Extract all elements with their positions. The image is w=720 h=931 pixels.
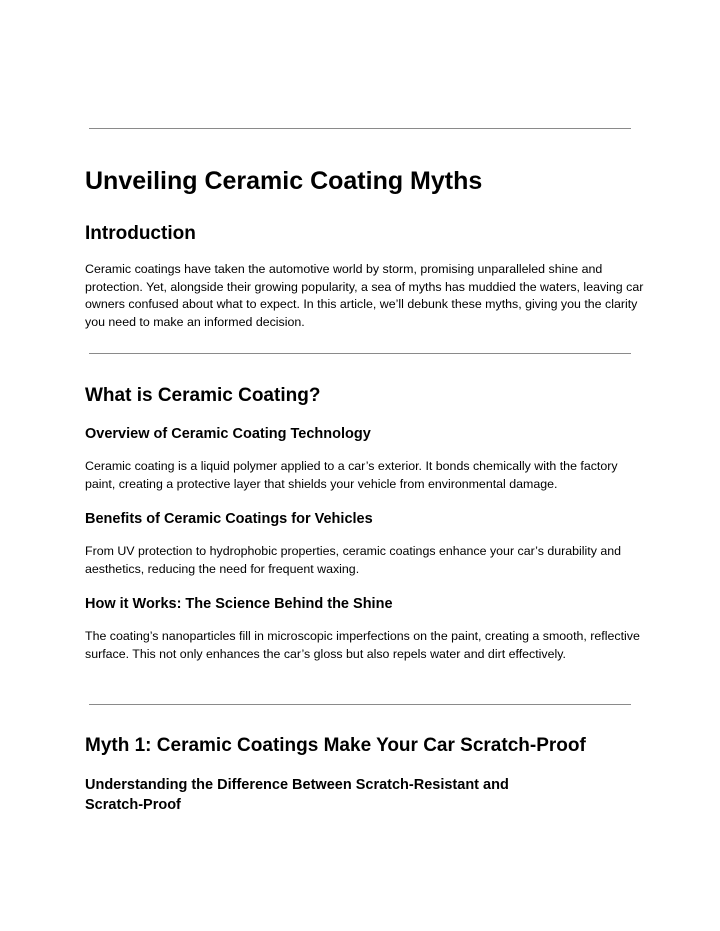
what-is-heading: What is Ceramic Coating? xyxy=(85,385,321,406)
introduction-heading: Introduction xyxy=(85,223,196,244)
how-it-works-paragraph: The coating’s nanoparticles fill in microscopic imperfections on the paint, creating a smooth, reflective surface. This not only enhances the car’s gloss but also repels water and dirt effectively. xyxy=(85,629,640,661)
how-it-works-subheading: How it Works: The Science Behind the Shine xyxy=(85,596,393,612)
myth1-subheading-line1: Understanding the Difference Between Scratch-Resistant and xyxy=(85,777,509,793)
myth1-subheading-line2: Scratch-Proof xyxy=(85,797,181,813)
divider-top xyxy=(89,128,631,129)
introduction-paragraph: Ceramic coatings have taken the automotive world by storm, promising unparalleled shine and protection. Yet, alongside their growing popularity, a sea of myths has muddied the waters, leaving car owners confused about what to expect. In this article, we’ll debunk these myths, giving you the clarity you need to make an informed decision. xyxy=(85,262,644,329)
myth1-heading: Myth 1: Ceramic Coatings Make Your Car Scratch-Proof xyxy=(85,735,586,756)
overview-subheading: Overview of Ceramic Coating Technology xyxy=(85,426,371,442)
overview-paragraph: Ceramic coating is a liquid polymer applied to a car’s exterior. It bonds chemically with the factory paint, creating a protective layer that shields your vehicle from environmental damage. xyxy=(85,459,618,491)
benefits-subheading: Benefits of Ceramic Coatings for Vehicles xyxy=(85,511,373,527)
divider-introduction xyxy=(89,353,631,354)
article-title: Unveiling Ceramic Coating Myths xyxy=(85,167,483,195)
divider-what-is xyxy=(89,704,631,705)
benefits-paragraph: From UV protection to hydrophobic properties, ceramic coatings enhance your car’s durability and aesthetics, reducing the need for frequent waxing. xyxy=(85,544,622,576)
